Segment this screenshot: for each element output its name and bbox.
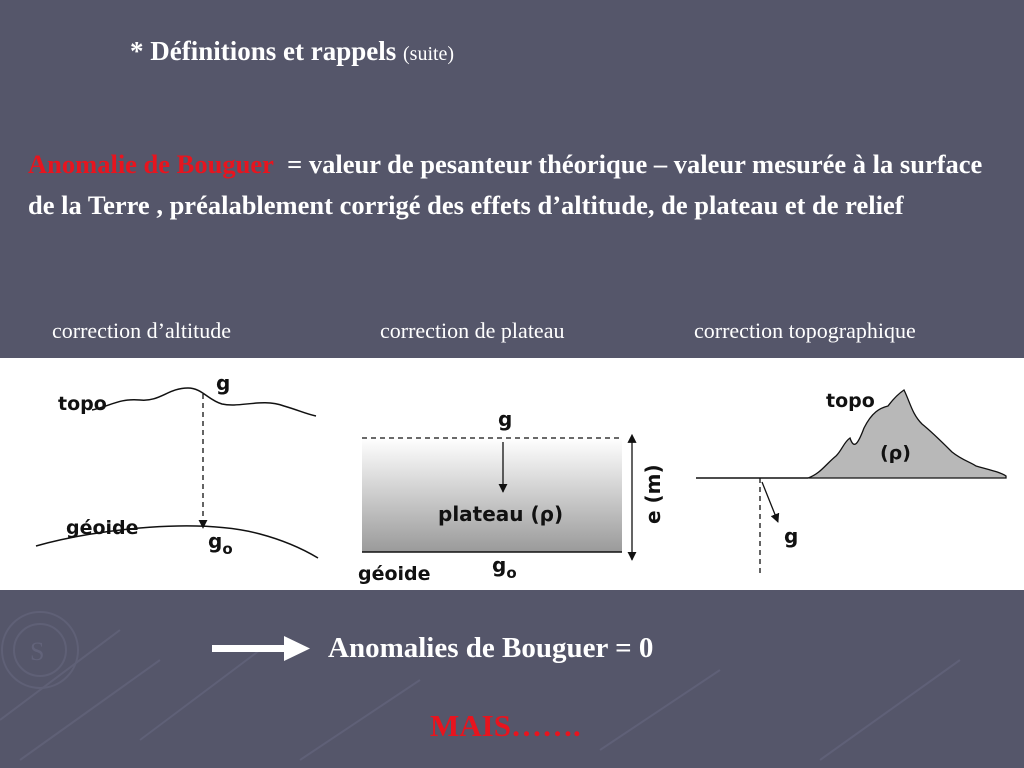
label-correction-topo: correction topographique	[694, 318, 916, 343]
g0-label: $g_o$	[492, 553, 517, 582]
result-text: Anomalies de Bouguer = 0	[328, 632, 654, 664]
title-suffix: (suite)	[403, 43, 455, 65]
g0-label: $g_o$	[208, 529, 233, 558]
geoide-label: géoide	[358, 563, 431, 585]
definition-paragraph	[28, 144, 998, 226]
g-label: g	[784, 524, 799, 548]
mais-text: MAIS…….	[430, 708, 581, 743]
definition-text: = valeur de pesanteur théorique – valeur mesurée à la surface de la Terre , préalablement corrigé des effets d’altitude, de plateau et de relief	[28, 149, 983, 220]
plateau-slab	[362, 438, 622, 552]
geoide-label: géoide	[66, 517, 139, 539]
label-correction-altitude: correction d’altitude	[52, 318, 231, 343]
diagram-altitude	[36, 371, 318, 558]
thickness-label: e (m)	[641, 464, 665, 524]
rho-label: (ρ)	[880, 442, 911, 464]
gravity-arrow	[762, 482, 778, 522]
diagram-plateau	[358, 407, 665, 585]
diagram-panel	[0, 358, 1024, 590]
definition-term: Anomalie de Bouguer	[28, 149, 274, 179]
label-correction-plateau: correction de plateau	[380, 318, 565, 343]
slide-title	[130, 36, 454, 67]
topo-label: topo	[826, 390, 875, 412]
g-label: g	[216, 371, 231, 395]
diagram-topographic	[696, 390, 1006, 576]
g-label: g	[498, 407, 513, 431]
diagram-svg	[0, 358, 1024, 590]
topo-surface-line	[92, 388, 316, 416]
arrow-right-icon	[212, 632, 312, 671]
svg-text:S: S	[30, 637, 45, 666]
title-main: * Définitions et rappels	[130, 36, 397, 66]
topo-label: topo	[58, 393, 107, 415]
plateau-label: plateau (ρ)	[438, 502, 564, 526]
